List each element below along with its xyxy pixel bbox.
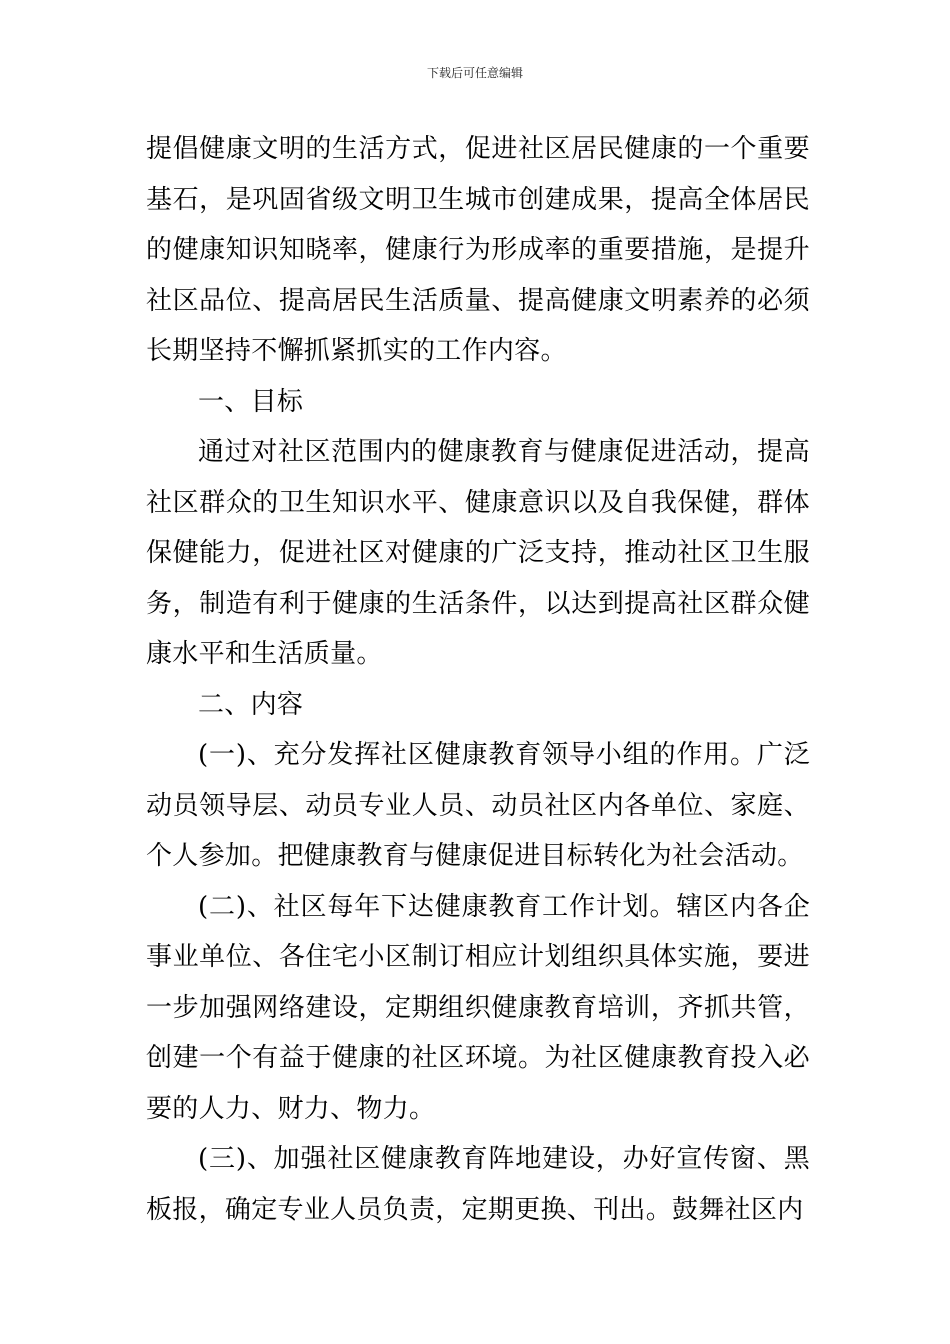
paragraph-intro: 提倡健康文明的生活方式，促进社区居民健康的一个重要基石，是巩固省级文明卫生城市创建成果，提高全体居民的健康知识知晓率，健康行为形成率的重要措施，是提升社区品位、提高居民生活质量、提高健康文明素养的必须长期坚持不懈抓紧抓实的工作内容。 — [146, 134, 810, 366]
section-heading-goal: 一、目标 — [198, 386, 304, 417]
page-header: 下载后可任意编辑 — [426, 66, 523, 80]
paragraph-item-1: (一)、充分发挥社区健康教育领导小组的作用。广泛动员领导层、动员专业人员、动员社区内各单位、家庭、个人参加。把健康教育与健康促进目标转化为社会活动。 — [146, 740, 810, 871]
section-heading-content: 二、内容 — [198, 689, 304, 720]
paragraph-goal: 通过对社区范围内的健康教育与健康促进活动，提高社区群众的卫生知识水平、健康意识以及自我保健，群体保健能力，促进社区对健康的广泛支持，推动社区卫生服务，制造有利于健康的生活条件，以达到提高社区群众健康水平和生活质量。 — [146, 437, 810, 669]
document-body — [146, 124, 810, 1235]
paragraph-item-2: (二)、社区每年下达健康教育工作计划。辖区内各企事业单位、各住宅小区制订相应计划组织具体实施，要进一步加强网络建设，定期组织健康教育培训，齐抓共管，创建一个有益于健康的社区环境。为社区健康教育投入必要的人力、财力、物力。 — [146, 891, 810, 1124]
paragraph-item-3: (三)、加强社区健康教育阵地建设，办好宣传窗、黑板报，确定专业人员负责，定期更换、刊出。鼓舞社区内 — [146, 1144, 810, 1225]
